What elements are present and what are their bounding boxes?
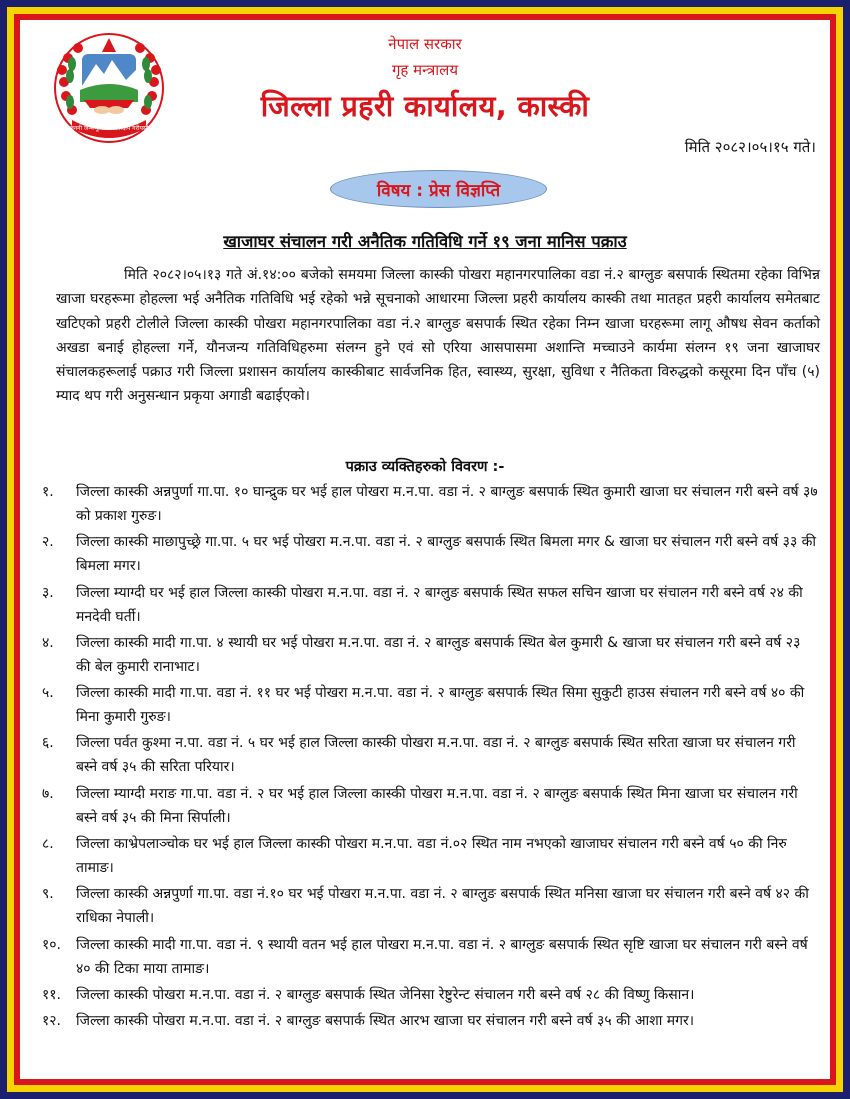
list-item-text: जिल्ला कास्की मादी गा.पा. वडा नं. ११ घर भई पोखरा म.न.पा. वडा नं. २ बाग्लुङ बसपार्क स्थित सिमा सुकुटी हाउस संचालन गरी बस्ने वर्ष ४० की मिना कुमारी गुरुङ। (76, 685, 805, 726)
list-item-number: ४. (42, 634, 54, 651)
document-date: मिति २०८२।०५।१५ गते। (684, 138, 816, 156)
list-item (42, 581, 818, 629)
subject-label: विषय : प्रेस विज्ञप्ति (376, 180, 501, 201)
list-item-number: १०. (42, 936, 62, 953)
list-item-text: जिल्ला कास्की पोखरा म.न.पा. वडा नं. २ बाग्लुङ बसपार्क स्थित जेनिसा रेष्टुरेन्ट संचालन गरी बस्ने वर्ष २८ की विष्णु किसान। (76, 986, 695, 1003)
office-title: जिल्ला प्रहरी कार्यालय, कास्की (260, 89, 590, 123)
list-item-number: १२. (42, 1013, 62, 1030)
emblem-motto: जननी जन्मभूमिश्च स्वर्गादपि गरीयसी (69, 125, 149, 132)
list-item-text: जिल्ला म्याग्दी घर भई हाल जिल्ला कास्की पोखरा म.न.पा. वडा नं. २ बाग्लुङ बसपार्क स्थित सफल सचिन खाजा घर संचालन गरी बस्ने वर्ष २४ की मनदेवी घर्ती। (76, 584, 803, 625)
list-item (42, 631, 818, 679)
list-item (42, 933, 818, 981)
list-item-text: जिल्ला कास्की माछापुच्छ्रे गा.पा. ५ घर भई पोखरा म.न.पा. वडा नं. २ बाग्लुङ बसपार्क स्थित बिमला मगर & खाजा घर संचालन गरी बस्ने वर्ष ३३ की बिमला मगर। (76, 534, 817, 575)
list-item-text: जिल्ला कास्की मादी गा.पा. ४ स्थायी घर भई पोखरा म.न.पा. वडा नं. २ बाग्लुङ बसपार्क स्थित बेल कुमारी & खाजा घर संचालन गरी बस्ने वर्ष २३ की बेल कुमारी रानाभाट। (76, 634, 801, 675)
list-item (42, 681, 818, 729)
subject-badge (330, 170, 547, 208)
list-item-text: जिल्ला पर्वत कुश्मा न.पा. वडा नं. ५ घर भई हाल जिल्ला कास्की पोखरा म.न.पा. वडा नं. २ बाग्लुङ बसपार्क स्थित सरिता खाजा घर संचालन गरी बस्ने वर्ष ३५ की सरिता परियार। (76, 735, 796, 776)
list-item-number: ९. (42, 886, 54, 903)
ministry-name: गृह मन्त्रालय (391, 61, 459, 79)
government-name: नेपाल सरकार (388, 35, 462, 53)
list-item (42, 983, 818, 1007)
list-item-text: जिल्ला कास्की मादी गा.पा. वडा नं. ९ स्थायी वतन भई हाल पोखरा म.न.पा. वडा नं. २ बाग्लुङ बसपार्क स्थित सृष्टि खाजा घर संचालन गरी बस्ने वर्ष ४० की टिका माया तामाङ। (76, 936, 808, 977)
list-item-text: जिल्ला कास्की अन्नपुर्णा गा.पा. वडा नं.१० घर भई पोखरा म.न.पा. वडा नं. २ बाग्लुङ बसपार्क स्थित मनिसा खाजा घर संचालन गरी बस्ने वर्ष ४२ की राधिका नेपाली। (76, 886, 809, 927)
list-item-text: जिल्ला काभ्रेपलाञ्चोक घर भई हाल जिल्ला कास्की पोखरा म.न.पा. वडा नं.०२ स्थित नाम नभएको खाजाघर संचालन गरी बस्ने वर्ष ५० की निरु तामाङ। (76, 836, 787, 877)
list-item-number: ८. (42, 836, 54, 853)
list-item-number: ३. (42, 584, 54, 601)
list-item-number: ५. (42, 685, 54, 702)
list-item (42, 1009, 818, 1033)
arrested-persons-list (42, 480, 818, 1036)
list-item (42, 832, 818, 880)
list-item-number: ७. (42, 785, 54, 802)
headline-text: खाजाघर संचालन गरी अनैतिक गतिविधि गर्ने १९ जना मानिस पक्राउ (223, 232, 627, 251)
list-item (42, 731, 818, 779)
list-item-number: २. (42, 534, 54, 551)
list-item-number: ११. (42, 986, 62, 1003)
list-item-text: जिल्ला कास्की अन्नपुर्णा गा.पा. १० घान्द्रुक घर भई हाल पोखरा म.न.पा. वडा नं. २ बाग्लुङ बसपार्क स्थित कुमारी खाजा घर संचालन गरी बस्ने वर्ष ३७ को प्रकाश गुरुङ। (76, 484, 818, 524)
document-content (20, 20, 830, 1079)
list-item (42, 480, 818, 528)
list-item (42, 782, 818, 830)
body-paragraph: मिति २०८२।०५।१३ गते अं.१४:०० बजेको समयमा जिल्ला कास्की पोखरा महानगरपालिका वडा नं.२ बाग्लुङ बसपार्क स्थितमा रहेका विभिन्न खाजा घरहरूमा होहल्ला भई अनैतिक गतिविधि भई रहेको भन्ने सूचनाको आधारमा जिल्ला प्रहरी कार्यालय कास्की तथा मातहत प्रहरी कार्यालय समेतबाट खटिएको प्रहरी टोलीले जिल्ला कास्की पोखरा महानगरपालिका वडा नं.२ बाग्लुङ बसपार्क स्थित रहेका निम्न खाजा घरहरूमा लागू औषध सेवन कर्ताको अखडा बनाई होहल्ला गर्ने, यौनजन्य गतिविधिहरुमा संलग्न हुने एवं सो एरिया आसपासमा अशान्ति मच्चाउने कार्यमा संलग्न १९ जना खाजाघर संचालकहरूलाई पक्राउ गरी जिल्ला प्रशासन कार्यालय कास्कीबाट सार्वजनिक हित, स्वास्थ्य, सुरक्षा, सुविधा र नैतिकता विरुद्धको कसूरमा दिन पाँच (५) म्याद थप गरी अनुसन्धान प्रकृया अगाडी बढाईएको। (56, 267, 820, 405)
list-item (42, 882, 818, 930)
headline (20, 229, 830, 252)
list-item-text: जिल्ला म्याग्दी मराङ गा.पा. वडा नं. २ घर भई हाल जिल्ला कास्की पोखरा म.न.पा. वडा नं. २ बाग्लुङ बसपार्क स्थित मिना खाजा घर संचालन गरी बस्ने वर्ष ३५ की मिना सिर्पाली। (76, 785, 798, 826)
list-item-number: १. (42, 484, 54, 500)
list-item-text: जिल्ला कास्की पोखरा म.न.पा. वडा नं. २ बाग्लुङ बसपार्क स्थित आरभ खाजा घर संचालन गरी बस्ने वर्ष ३५ की आशा मगर। (76, 1013, 695, 1030)
list-item-number: ६. (42, 735, 54, 752)
arrested-list-title: पक्राउ व्यक्तिहरुको विवरण :- (345, 459, 505, 475)
list-item (42, 530, 818, 578)
